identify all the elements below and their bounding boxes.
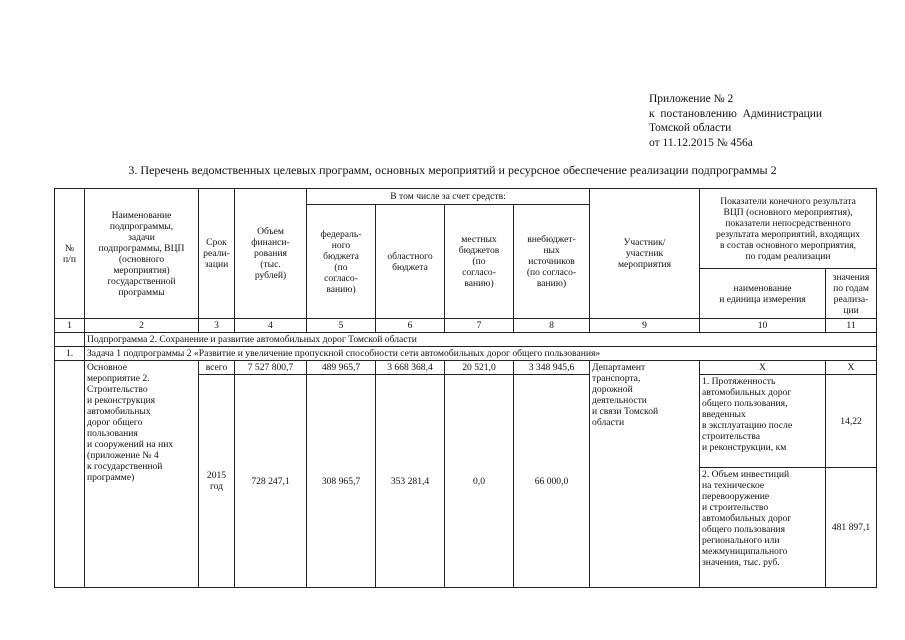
appendix-line: от 11.12.2015 № 456а (649, 136, 753, 149)
total-indicator-name: Х (700, 361, 826, 375)
year-federal: 308 965,7 (307, 375, 376, 588)
col-number: 3 (199, 319, 235, 333)
header-federal: федераль- ного бюджета (по согласо- ванию) (307, 205, 376, 319)
subprogram-row: Подпрограмма 2. Сохранение и развитие автомобильных дорог Томской области (85, 333, 877, 347)
col-number: 10 (700, 319, 826, 333)
header-including: В том числе за счет средств: (307, 189, 590, 205)
header-indicator-name: наименование и единица измерения (700, 269, 826, 319)
col-number: 4 (235, 319, 307, 333)
header-term: Срок реали- зации (199, 189, 235, 319)
year-volume: 728 247,1 (235, 375, 307, 588)
task-number: 1. (55, 347, 85, 361)
indicator-value: 481 897,1 (826, 468, 877, 588)
column-numbers-row (55, 319, 877, 333)
col-number: 8 (514, 319, 590, 333)
header-participant: Участник/ участник мероприятия (590, 189, 700, 319)
year-local: 0,0 (445, 375, 514, 588)
header-local: местных бюджетов (по согласо- ванию) (445, 205, 514, 319)
program-table (54, 188, 877, 588)
indicator-value: 14,22 (826, 375, 877, 468)
total-volume: 7 527 800,7 (235, 361, 307, 375)
header-indicators: Показатели конечного результата ВЦП (основного мероприятия), показатели непосредственного результата мероприятий, входящих в состав основного мероприятия, по годам реализации (700, 189, 877, 269)
header-regional: областного бюджета (376, 205, 445, 319)
appendix-line: Приложение № 2 (649, 93, 734, 105)
indicator-name: 1. Протяженность автомобильных дорог общего пользования, введенных в эксплуатацию после строительства и реконструкции, км (700, 375, 826, 468)
col-number: 7 (445, 319, 514, 333)
col-number: 2 (85, 319, 199, 333)
total-regional: 3 668 368,4 (376, 361, 445, 375)
header-indicator-values: значения по годам реализа- ции (826, 269, 877, 319)
total-term: всего (199, 361, 235, 375)
appendix-line: Томской области (649, 122, 732, 134)
task-row: Задача 1 подпрограммы 2 «Развитие и увеличение пропускной способности сети автомобильных дорог общего пользования» (85, 347, 877, 361)
col-number: 5 (307, 319, 376, 333)
total-indicator-value: Х (826, 361, 877, 375)
year-regional: 353 281,4 (376, 375, 445, 588)
measure-name: Основное мероприятие 2. Строительство и реконструкция автомобильных дорог общего пользования и сооружений на них (приложение № 4 к государственной программе) (85, 361, 199, 588)
header-num: № п/п (55, 189, 85, 319)
col-number: 9 (590, 319, 700, 333)
appendix-line: к постановлению Администрации (649, 107, 823, 120)
header-extra: внебюджет- ных источников (по согласо- ванию) (514, 205, 590, 319)
appendix-block (649, 92, 822, 150)
total-federal: 489 965,7 (307, 361, 376, 375)
year-term: 2015 год (199, 375, 235, 588)
col-number: 6 (376, 319, 445, 333)
header-volume: Объем финанси- рования (тыс. рублей) (235, 189, 307, 319)
total-extra: 3 348 945,6 (514, 361, 590, 375)
measure-participant: Департамент транспорта, дорожной деятельности и связи Томской области (590, 361, 700, 588)
indicator-name: 2. Объем инвестиций на техническое перевооружение и строительство автомобильных дорог общего пользования регионального или межмуниципального значения, тыс. руб. (700, 468, 826, 588)
total-local: 20 521,0 (445, 361, 514, 375)
col-number: 1 (55, 319, 85, 333)
header-name: Наименование подпрограммы, задачи подпрограммы, ВЦП (основного мероприятия) государственной программы (85, 189, 199, 319)
document-title: 3. Перечень ведомственных целевых программ, основных мероприятий и ресурсное обеспечение реализации подпрограммы 2 (128, 163, 777, 177)
col-number: 11 (826, 319, 877, 333)
year-extra: 66 000,0 (514, 375, 590, 588)
